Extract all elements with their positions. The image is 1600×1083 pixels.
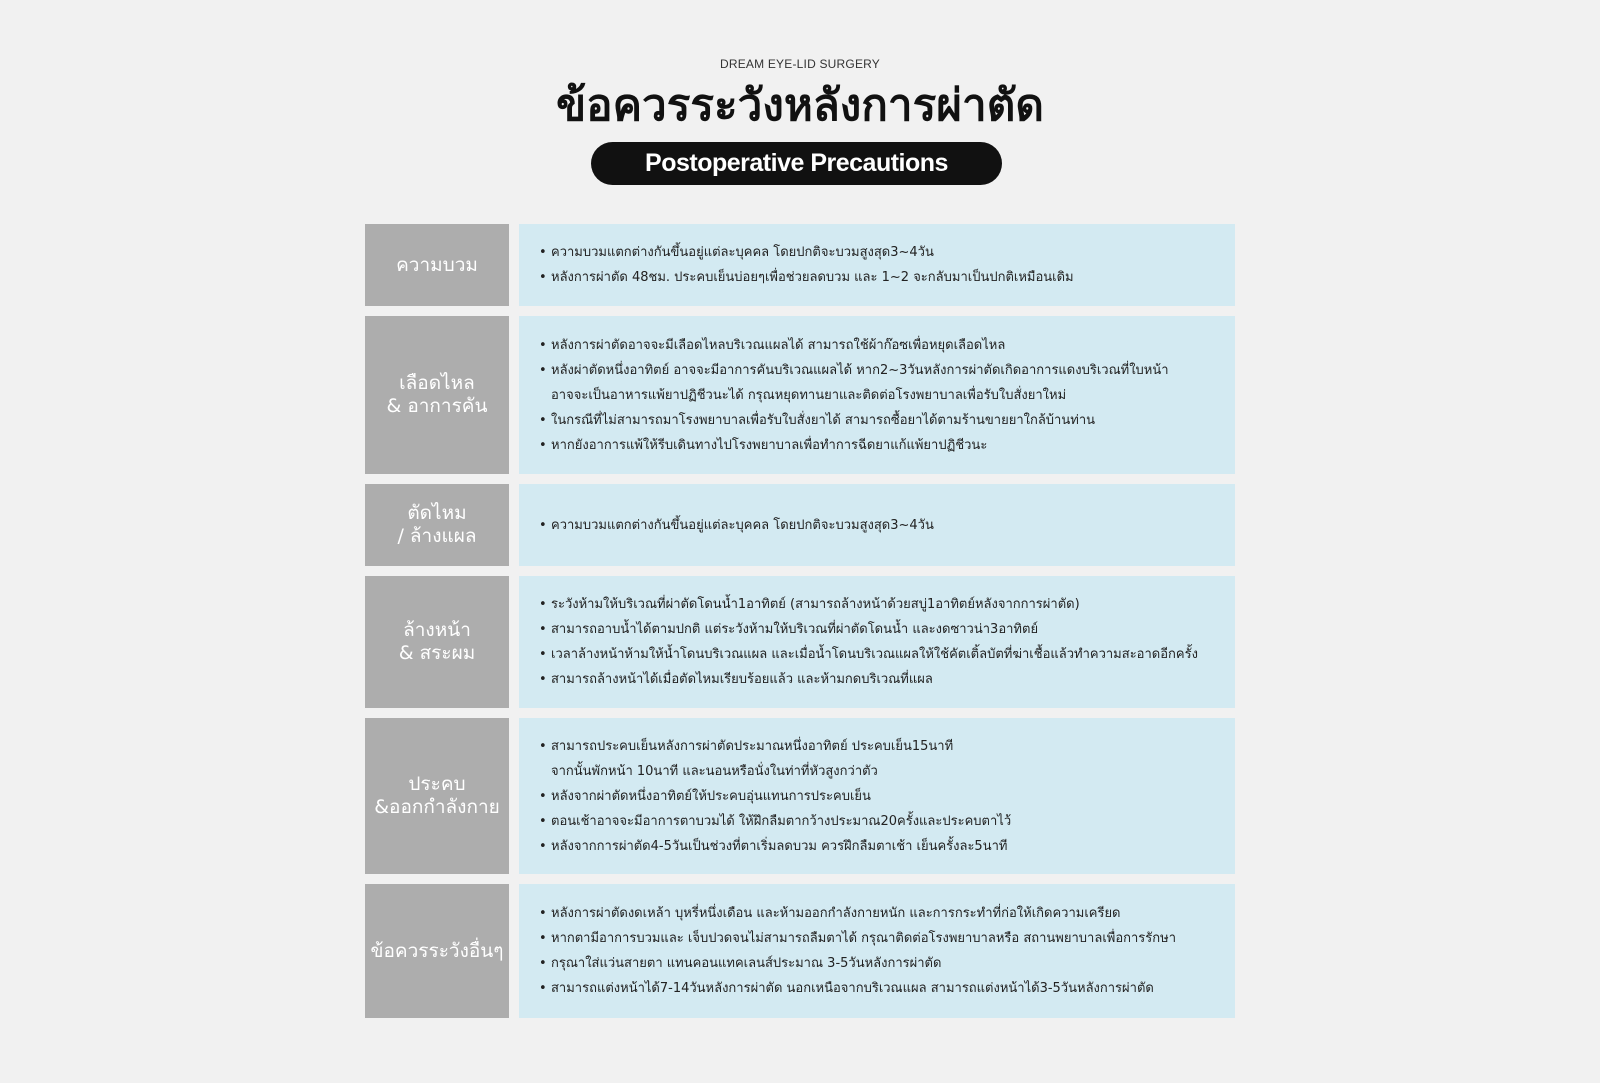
row-stitches-wound bbox=[365, 484, 1235, 566]
row-label: เลือดไหล & อาการคัน bbox=[365, 316, 509, 474]
row-content bbox=[519, 316, 1235, 474]
row-label: ตัดไหม / ล้างแผล bbox=[365, 484, 509, 566]
list-item: • หลังการผ่าตัด 48ชม. ประคบเย็นบ่อยๆเพื่อช่วยลดบวม และ 1~2 จะกลับมาเป็นปกติเหมือนเดิม bbox=[539, 265, 1235, 290]
list-item: • หลังจากผ่าตัดหนึ่งอาทิตย์ให้ประคบอุ่นแทนการประคบเย็น bbox=[539, 784, 1235, 809]
list-item: • เวลาล้างหน้าห้ามให้น้ำโดนบริเวณแผล และเมื่อน้ำโดนบริเวณแผลให้ใช้คัตเติ้ลบัตที่ฆ่าเชื้อแล้วทำความสะอาดอีกครั้ง bbox=[539, 642, 1235, 667]
list-item: • หากตามีอาการบวมและ เจ็บปวดจนไม่สามารถลืมตาได้ กรุณาติดต่อโรงพยาบาลหรือ สถานพยาบาลเพื่อการรักษา bbox=[539, 926, 1235, 951]
surgery-name: DREAM EYE-LID SURGERY bbox=[719, 57, 880, 71]
list-item: • กรุณาใส่แว่นสายตา แทนคอนแทคเลนส์ประมาณ 3-5วันหลังการผ่าตัด bbox=[539, 951, 1235, 976]
list-item: • หลังผ่าตัดหนึ่งอาทิตย์ อาจจะมีอาการคันบริเวณแผลได้ หาก2~3วันหลังการผ่าตัดเกิดอาการแดงบริเวณที่ใบหน้า อาจจะเป็นอาหารแพ้ยาปฏิชีวนะได้ กรุณหยุดทานยาและติดต่อโรงพยาบาลเพื่อรับใบสั่งยาใหม่ bbox=[539, 358, 1235, 408]
row-content bbox=[519, 884, 1235, 1018]
row-label: ข้อควรระวังอื่นๆ bbox=[365, 884, 509, 1018]
list-item: • ในกรณีที่ไม่สามารถมาโรงพยาบาลเพื่อรับใบสั่งยาได้ สามารถซื้อยาได้ตามร้านขายยาใกล้บ้านท่าน bbox=[539, 408, 1235, 433]
list-item: • สามารถประคบเย็นหลังการผ่าตัดประมาณหนึ่งอาทิตย์ ประคบเย็น15นาที จากนั้นพักหน้า 10นาที และนอนหรือนั่งในท่าที่หัวสูงกว่าตัว bbox=[539, 734, 1235, 784]
list-item: • หลังการผ่าตัดงดเหล้า บุหรี่หนึ่งเดือน และห้ามออกกำลังกายหนัก และการกระทำที่ก่อให้เกิดความเครียด bbox=[539, 901, 1235, 926]
page-title: ข้อควรระวังหลังการผ่าตัด bbox=[556, 80, 1044, 131]
row-compress-exercise bbox=[365, 718, 1235, 874]
list-item: • สามารถแต่งหน้าได้7-14วันหลังการผ่าตัด นอกเหนือจากบริเวณแผล สามารถแต่งหน้าได้3-5วันหลังการผ่าตัด bbox=[539, 976, 1235, 1001]
list-item: • ระวังห้ามให้บริเวณที่ผ่าตัดโดนน้ำ1อาทิตย์ (สามารถล้างหน้าด้วยสบู่1อาทิตย์หลังจากการผ่าตัด) bbox=[539, 592, 1235, 617]
list-item: • ความบวมแตกต่างกันขึ้นอยู่แต่ละบุคคล โดยปกติจะบวมสูงสุด3~4วัน bbox=[539, 240, 1235, 265]
row-swelling bbox=[365, 224, 1235, 306]
row-content bbox=[519, 718, 1235, 874]
row-face-hair-wash bbox=[365, 576, 1235, 708]
row-bleeding-itching bbox=[365, 316, 1235, 474]
row-label: ประคบ &ออกกำลังกาย bbox=[365, 718, 509, 874]
row-other-precautions bbox=[365, 884, 1235, 1018]
list-item: • สามารถล้างหน้าได้เมื่อตัดไหมเรียบร้อยแล้ว และห้ามกดบริเวณที่แผล bbox=[539, 667, 1235, 692]
list-item: • หลังจากการผ่าตัด4-5วันเป็นช่วงที่ตาเริ่มลดบวม ควรฝึกลืมตาเช้า เย็นครั้งละ5นาที bbox=[539, 834, 1235, 859]
list-item: • สามารถอาบน้ำได้ตามปกติ แต่ระวังห้ามให้บริเวณที่ผ่าตัดโดนน้ำ และงดซาวน่า3อาทิตย์ bbox=[539, 617, 1235, 642]
row-label: ล้างหน้า & สระผม bbox=[365, 576, 509, 708]
list-item: • หากยังอาการแพ้ให้รีบเดินทางไปโรงพยาบาลเพื่อทำการฉีดยาแก้แพ้ยาปฏิชีวนะ bbox=[539, 433, 1235, 458]
list-item: • ตอนเช้าอาจจะมีอาการตาบวมได้ ให้ฝึกลืมตากว้างประมาณ20ครั้งและประคบตาไว้ bbox=[539, 809, 1235, 834]
row-content bbox=[519, 484, 1235, 566]
row-label: ความบวม bbox=[365, 224, 509, 306]
list-item: • ความบวมแตกต่างกันขึ้นอยู่แต่ละบุคคล โดยปกติจะบวมสูงสุด3~4วัน bbox=[539, 513, 1235, 538]
title-badge: Postoperative Precautions bbox=[591, 142, 1002, 185]
list-item: • หลังการผ่าตัดอาจจะมีเลือดไหลบริเวณแผลได้ สามารถใช้ผ้าก๊อซเพื่อหยุดเลือดไหล bbox=[539, 333, 1235, 358]
row-content bbox=[519, 576, 1235, 708]
row-content bbox=[519, 224, 1235, 306]
